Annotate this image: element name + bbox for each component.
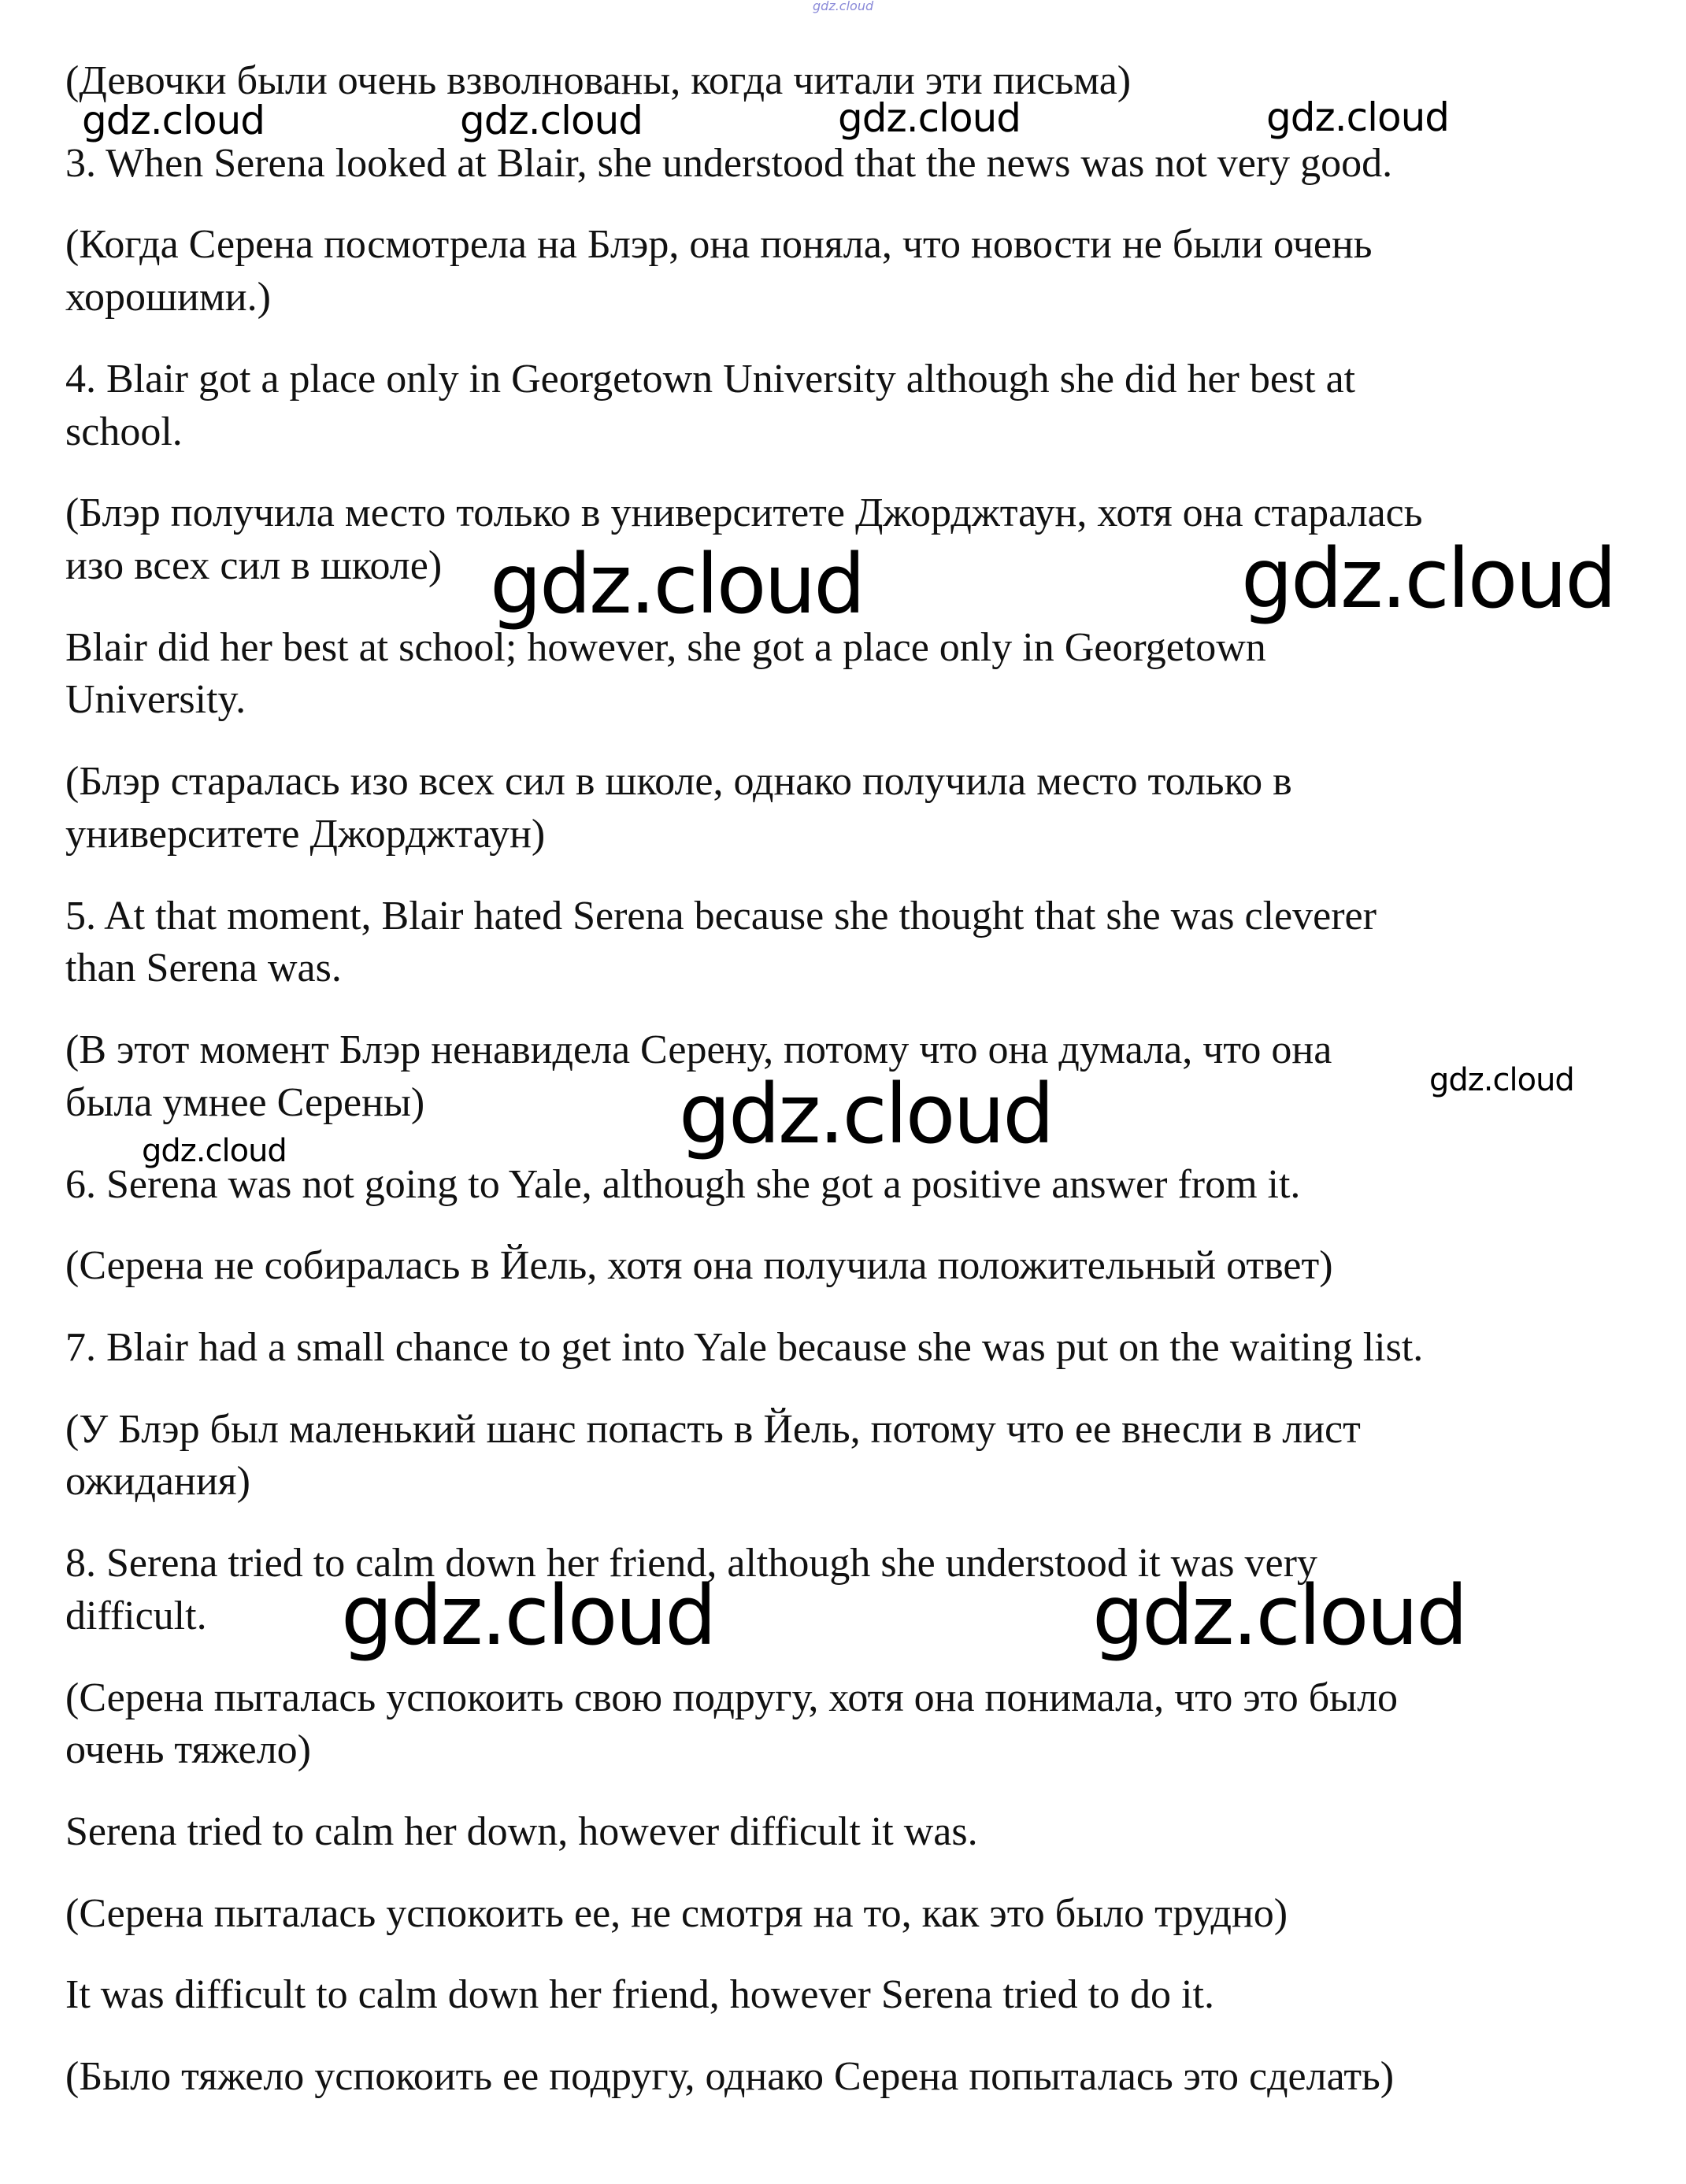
text-line: Blair did her best at school; however, she got a place only in Georgetown (65, 625, 1266, 670)
text-line: ожидания) (65, 1459, 250, 1504)
text-line: 6. Serena was not going to Yale, although she got a positive answer from it. (65, 1162, 1301, 1207)
text-line: хорошими.) (65, 275, 271, 320)
text-line: 7. Blair had a small chance to get into Yale because she was put on the waiting list. (65, 1325, 1424, 1370)
text-line: University. (65, 677, 246, 722)
text-line: difficult. (65, 1594, 207, 1638)
text-line: (Серена не собиралась в Йель, хотя она получила положительный ответ) (65, 1243, 1333, 1288)
text-line: (В этот момент Блэр ненавидела Серену, потому что она думала, что она (65, 1027, 1332, 1072)
watermark: gdz.cloud (341, 1568, 715, 1664)
text-line: 5. At that moment, Blair hated Serena because she thought that she was cleverer (65, 894, 1377, 938)
watermark: gdz.cloud (490, 536, 864, 632)
text-line: (Серена пыталась успокоить свою подругу, хотя она понимала, что это было (65, 1675, 1399, 1720)
text-line: (Девочки были очень взволнованы, когда читали эти письма) (65, 58, 1132, 103)
text-line: (У Блэр был маленький шанс попасть в Йель, потому что ее внесли в лист (65, 1407, 1361, 1452)
text-line: университете Джорджтаун) (65, 812, 546, 857)
text-line: 3. When Serena looked at Blair, she understood that the news was not very good. (65, 141, 1393, 186)
text-line: (Блэр старалась изо всех сил в школе, однако получила место только в (65, 759, 1292, 804)
text-line: than Serena was. (65, 946, 342, 990)
text-line: (Серена пыталась успокоить ее, не смотря на то, как это было трудно) (65, 1891, 1288, 1936)
top-watermark: gdz.cloud (813, 0, 874, 13)
text-line: 8. Serena tried to calm down her friend, although she understood it was very (65, 1541, 1317, 1586)
watermark: gdz.cloud (142, 1133, 287, 1169)
watermark: gdz.cloud (82, 98, 265, 143)
text-line: Serena tried to calm her down, however difficult it was. (65, 1809, 978, 1854)
text-line: (Было тяжело успокоить ее подругу, однако Серена попыталась это сделать) (65, 2054, 1395, 2099)
watermark: gdz.cloud (460, 98, 643, 143)
watermark: gdz.cloud (679, 1066, 1053, 1162)
watermark: gdz.cloud (1266, 94, 1450, 140)
text-line: (Когда Серена посмотрела на Блэр, она поняла, что новости не были очень (65, 222, 1373, 267)
text-line: It was difficult to calm down her friend, however Serena tried to do it. (65, 1972, 1214, 2017)
watermark: gdz.cloud (1241, 531, 1615, 627)
text-line: была умнее Серены) (65, 1080, 425, 1125)
watermark: gdz.cloud (1429, 1062, 1574, 1098)
text-line: school. (65, 409, 183, 454)
watermark: gdz.cloud (838, 95, 1021, 141)
text-line: очень тяжело) (65, 1727, 311, 1772)
text-line: (Блэр получила место только в университете Джорджтаун, хотя она старалась (65, 490, 1423, 535)
text-line: изо всех сил в школе) (65, 543, 443, 588)
text-line: 4. Blair got a place only in Georgetown University although she did her best at (65, 357, 1356, 402)
watermark: gdz.cloud (1092, 1568, 1466, 1664)
